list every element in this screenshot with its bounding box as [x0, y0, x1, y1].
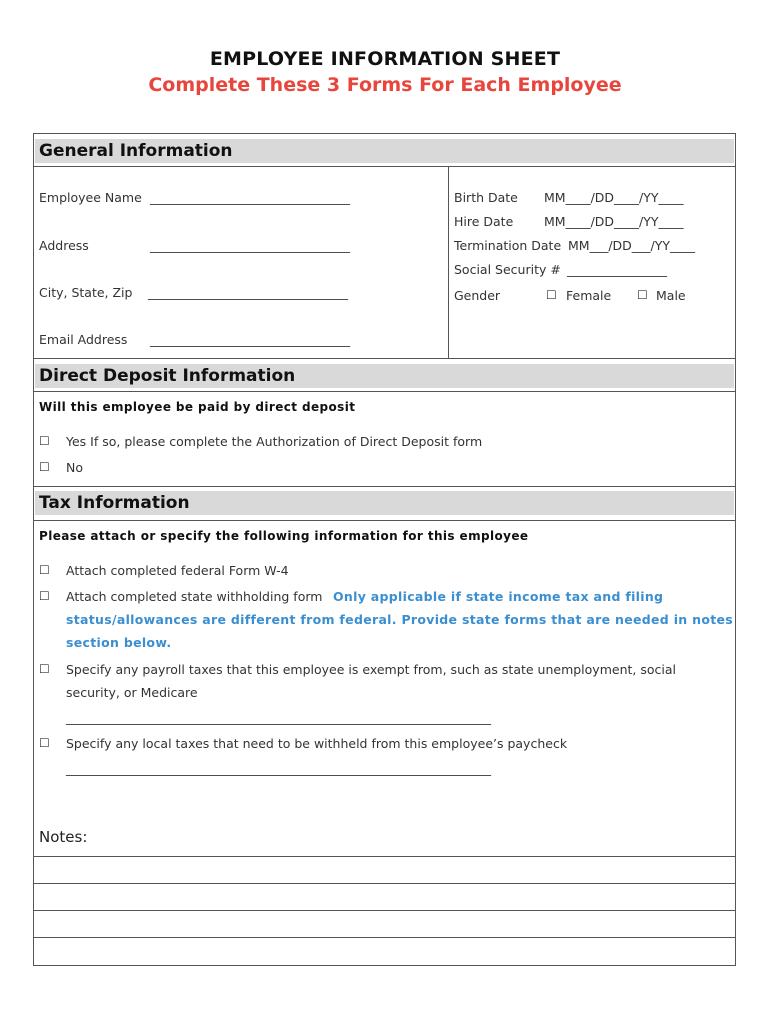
email-address-label: Email Address	[39, 332, 128, 347]
notes-label: Notes:	[39, 828, 88, 846]
tax-item2-checkbox[interactable]: ☐	[39, 589, 50, 603]
female-checkbox[interactable]: ☐	[546, 288, 557, 302]
tax-item1-label: Attach completed federal Form W-4	[66, 563, 289, 578]
divider	[34, 486, 735, 487]
divider	[34, 520, 735, 521]
city-state-zip-field[interactable]: ________________________________	[148, 285, 348, 300]
page-subtitle: Complete These 3 Forms For Each Employee	[148, 74, 622, 96]
notes-line[interactable]	[34, 910, 735, 911]
address-label: Address	[39, 238, 89, 253]
tax-item3-label: Specify any payroll taxes that this employee is exempt from, such as state unemployment, social	[66, 662, 676, 677]
female-label: Female	[566, 288, 612, 303]
notes-line[interactable]	[34, 856, 735, 857]
tax-item4-field[interactable]: ____________________________________________________________________	[66, 761, 491, 776]
employee-name-field[interactable]: ________________________________	[150, 190, 350, 205]
notes-line[interactable]	[34, 883, 735, 884]
termination-date-label: Termination Date	[454, 238, 562, 253]
tax-item2-label: Attach completed state withholding form	[66, 589, 323, 604]
hire-date-field[interactable]: MM____/DD____/YY____	[544, 214, 684, 229]
tax-instruction: Please attach or specify the following information for this employee	[39, 529, 529, 543]
divider	[34, 358, 735, 359]
termination-date-field[interactable]: MM___/DD___/YY____	[568, 238, 696, 253]
birth-date-label: Birth Date	[454, 190, 518, 205]
tax-item3-field[interactable]: ____________________________________________________________________	[66, 710, 491, 725]
deposit-no-label: No	[66, 460, 83, 475]
tax-item3-checkbox[interactable]: ☐	[39, 662, 50, 676]
deposit-yes-checkbox[interactable]: ☐	[39, 434, 50, 448]
form-frame	[33, 133, 736, 966]
tax-item4-checkbox[interactable]: ☐	[39, 736, 50, 750]
gender-label: Gender	[454, 288, 501, 303]
direct-deposit-heading: Direct Deposit Information	[35, 364, 734, 388]
general-information-heading: General Information	[35, 139, 734, 163]
male-checkbox[interactable]: ☐	[637, 288, 648, 302]
birth-date-field[interactable]: MM____/DD____/YY____	[544, 190, 684, 205]
tax-item2-note: section below.	[66, 635, 172, 650]
deposit-no-checkbox[interactable]: ☐	[39, 460, 50, 474]
column-divider	[448, 166, 449, 359]
page-title: EMPLOYEE INFORMATION SHEET	[209, 48, 561, 70]
address-field[interactable]: ________________________________	[150, 238, 350, 253]
direct-deposit-question: Will this employee be paid by direct deposit	[39, 400, 356, 414]
social-security-label: Social Security #	[454, 262, 561, 277]
tax-information-heading: Tax Information	[35, 491, 734, 515]
tax-item4-label: Specify any local taxes that need to be withheld from this employee’s paycheck	[66, 736, 568, 751]
tax-item2-note: Only applicable if state income tax and filing	[333, 589, 664, 604]
divider	[34, 166, 735, 167]
tax-item3-label: security, or Medicare	[66, 685, 198, 700]
email-address-field[interactable]: ________________________________	[150, 332, 350, 347]
city-state-zip-label: City, State, Zip	[39, 285, 133, 300]
deposit-yes-label: Yes If so, please complete the Authorization of Direct Deposit form	[66, 434, 483, 449]
hire-date-label: Hire Date	[454, 214, 514, 229]
tax-item1-checkbox[interactable]: ☐	[39, 563, 50, 577]
male-label: Male	[656, 288, 686, 303]
divider	[34, 391, 735, 392]
tax-item2-note: status/allowances are different from federal. Provide state forms that are needed in notes	[66, 612, 734, 627]
social-security-field[interactable]: ________________	[567, 262, 667, 277]
employee-name-label: Employee Name	[39, 190, 142, 205]
notes-line[interactable]	[34, 937, 735, 938]
